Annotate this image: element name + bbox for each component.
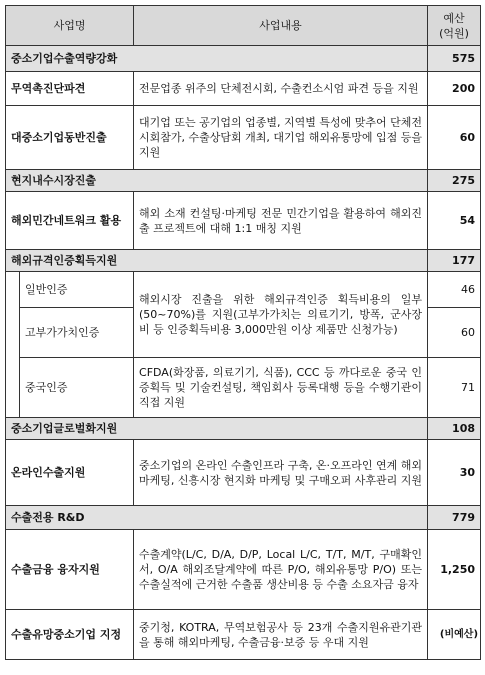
program-budget: 46 (428, 272, 481, 308)
program-name: 수출유망중소기업 지정 (6, 610, 134, 660)
program-budget: 30 (428, 440, 481, 506)
program-name: 무역촉진단파견 (6, 72, 134, 106)
section-row (6, 170, 481, 192)
header-content: 사업내용 (134, 6, 428, 46)
table-row (6, 192, 481, 250)
program-name: 대중소기업동반진출 (6, 106, 134, 170)
program-name: 해외민간네트워크 활용 (6, 192, 134, 250)
program-content: 대기업 또는 공기업의 업종별, 지역별 특성에 맞추어 단체전시회참가, 수출상담회 개최, 대기업 해외유통망에 입점 등을 지원 (134, 106, 428, 170)
program-name: 고부가가치인증 (20, 308, 134, 358)
section-row (6, 250, 481, 272)
table-row (6, 72, 481, 106)
section-name: 해외규격인증획득지원 (6, 250, 428, 272)
section-name: 중소기업수출역량강화 (6, 46, 428, 72)
program-content: CFDA(화장품, 의료기기, 식품), CCC 등 까다로운 중국 인증획득 및 기술컨설팅, 책임회사 등록대행 등을 수행기관이 직접 지원 (134, 358, 428, 418)
program-budget: 54 (428, 192, 481, 250)
program-budget: (비예산) (428, 610, 481, 660)
section-name: 중소기업글로벌화지원 (6, 418, 428, 440)
budget-table (5, 5, 481, 660)
program-budget: 60 (428, 308, 481, 358)
table-row (6, 440, 481, 506)
section-budget: 177 (428, 250, 481, 272)
program-content: 중기청, KOTRA, 무역보험공사 등 23개 수출지원유관기관을 통해 해외마케팅, 수출금융·보증 등 우대 지원 (134, 610, 428, 660)
section-name: 현지내수시장진출 (6, 170, 428, 192)
program-name: 온라인수출지원 (6, 440, 134, 506)
program-name: 중국인증 (20, 358, 134, 418)
header-budget (428, 6, 481, 46)
program-budget: 200 (428, 72, 481, 106)
header-row (6, 6, 481, 46)
program-budget: 1,250 (428, 530, 481, 610)
program-budget: 71 (428, 358, 481, 418)
program-name: 수출금융 융자지원 (6, 530, 134, 610)
header-name: 사업명 (6, 6, 134, 46)
program-content: 해외시장 진출을 위한 해외규격인증 획득비용의 일부(50~70%)를 지원(고부가가치는 의료기기, 방폭, 군사장비 등 인증획득비용 3,000만원 이상 제품만 신청가능) (134, 272, 428, 358)
table-row (6, 272, 481, 308)
header-budget-unit: (억원) (439, 26, 469, 40)
section-budget: 108 (428, 418, 481, 440)
program-name: 일반인증 (20, 272, 134, 308)
header-budget-label: 예산 (443, 11, 465, 25)
indent-spacer (6, 272, 20, 418)
section-budget: 275 (428, 170, 481, 192)
program-content: 해외 소재 컨설팅·마케팅 전문 민간기업을 활용하여 해외진출 프로젝트에 대해 1:1 매칭 지원 (134, 192, 428, 250)
program-budget: 60 (428, 106, 481, 170)
section-budget: 779 (428, 506, 481, 530)
table-row (6, 106, 481, 170)
section-name: 수출전용 R&D (6, 506, 428, 530)
program-content: 중소기업의 온라인 수출인프라 구축, 온·오프라인 연계 해외마케팅, 신흥시장 현지화 마케팅 및 구매오퍼 사후관리 지원 (134, 440, 428, 506)
section-budget: 575 (428, 46, 481, 72)
section-row (6, 506, 481, 530)
program-content: 전문업종 위주의 단체전시회, 수출컨소시엄 파견 등을 지원 (134, 72, 428, 106)
table-row (6, 610, 481, 660)
program-content: 수출계약(L/C, D/A, D/P, Local L/C, T/T, M/T, 구매확인서, O/A 해외조달계약에 따른 P/O, 해외유통망 P/O) 또는 수출실적에 근거한 수출품 생산비용 등 수출 소요자금 융자 (134, 530, 428, 610)
table-row (6, 358, 481, 418)
section-row (6, 418, 481, 440)
table-row (6, 530, 481, 610)
section-row (6, 46, 481, 72)
